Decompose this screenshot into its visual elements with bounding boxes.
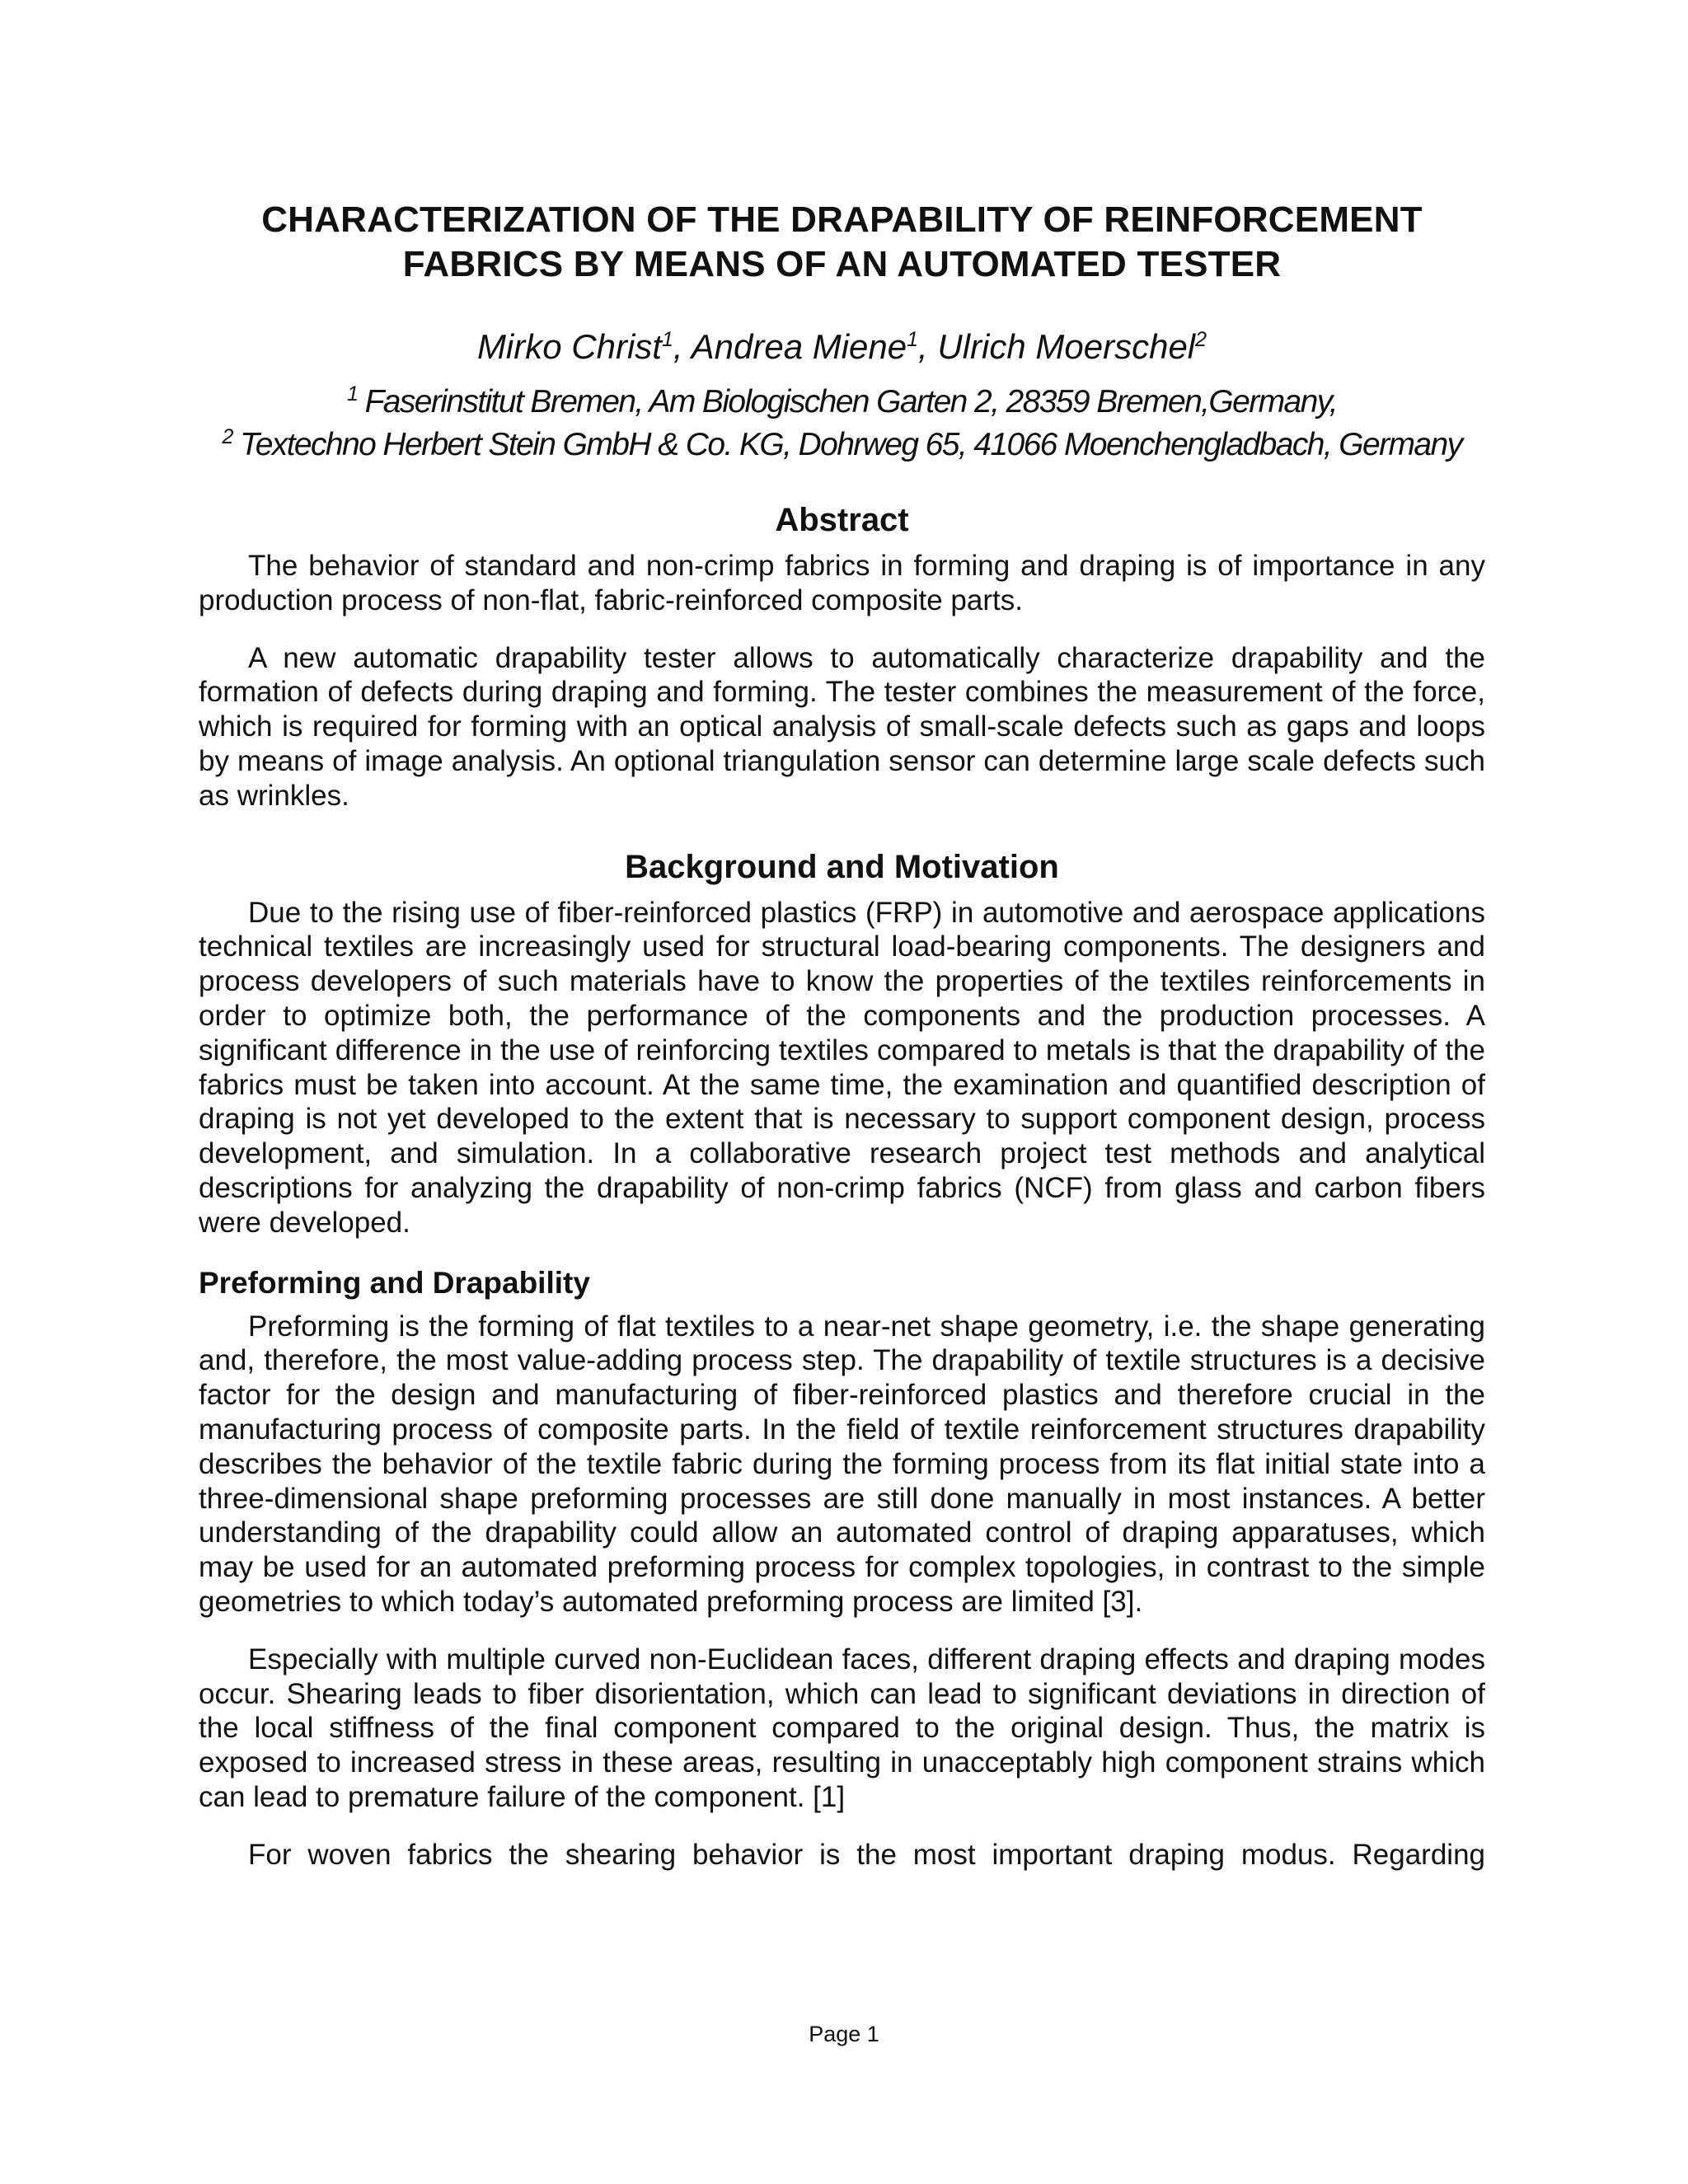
title-line-1: CHARACTERIZATION OF THE DRAPABILITY OF REINFORCEMENT bbox=[261, 199, 1423, 240]
author-name: Mirko Christ bbox=[476, 327, 662, 366]
affiliation-text: Textechno Herbert Stein GmbH & Co. KG, Dohrweg 65, 41066 Moenchengladbach, Germany bbox=[232, 427, 1462, 462]
preforming-paragraph: Preforming is the forming of flat textiles to a near-net shape geometry, i.e. the shape generating and, therefore, the most value-adding process step. The drapability of textile structures is a decisive factor for the design and manufacturing of fiber-reinforced plastics and therefore crucial in the manufacturing process of composite parts. In the field of textile reinforcement structures drapability describes the behavior of the textile fabric during the forming process from its flat initial state into a three-dimensional shape preforming processes are still done manually in most instances. A better understanding of the drapability could allow an automated control of draping apparatuses, which may be used for an automated preforming process for complex topologies, in contrast to the simple geometries to which today’s automated preforming process are limited [3]. bbox=[199, 1310, 1485, 1618]
page-content bbox=[199, 198, 1485, 1896]
author-affiliation-mark: 2 bbox=[1195, 328, 1207, 351]
author-name: Ulrich Moerschel bbox=[937, 327, 1196, 366]
author-list bbox=[199, 325, 1485, 369]
title-line-2: FABRICS BY MEANS OF AN AUTOMATED TESTER bbox=[402, 244, 1282, 284]
author-name: Andrea Miene bbox=[691, 327, 907, 366]
page-number: Page 1 bbox=[809, 2022, 879, 2046]
preforming-paragraph: Especially with multiple curved non-Euclidean faces, different draping effects and draping modes occur. Shearing leads to fiber disorientation, which can lead to significant deviations in direction of the local stiffness of the final component compared to the original design. Thus, the matrix is exposed to increased stress in these areas, resulting in unacceptably high component strains which can lead to premature failure of the component. [1] bbox=[199, 1643, 1485, 1813]
author-separator: , bbox=[673, 327, 692, 366]
background-heading: Background and Motivation bbox=[625, 848, 1059, 885]
author-affiliation-mark: 1 bbox=[907, 328, 919, 351]
paper-title bbox=[199, 198, 1485, 287]
preforming-paragraph-continued: For woven fabrics the shearing behavior is the most important draping modus. Regarding bbox=[248, 1838, 1485, 1871]
affiliation-2 bbox=[199, 424, 1485, 466]
affiliation-list bbox=[199, 381, 1485, 466]
affiliation-number: 1 bbox=[347, 382, 358, 405]
affiliation-1 bbox=[199, 381, 1485, 424]
author-affiliation-mark: 1 bbox=[661, 328, 673, 351]
affiliation-text: Faserinstitut Bremen, Am Biologischen Garten 2, 28359 Bremen,Germany, bbox=[357, 384, 1337, 419]
abstract-paragraph: The behavior of standard and non-crimp fabrics in forming and draping is of importance in any production process of non-flat, fabric-reinforced composite parts. bbox=[199, 550, 1485, 616]
abstract-paragraph: A new automatic drapability tester allows to automatically characterize drapability and the formation of defects during draping and forming. The tester combines the measurement of the force, which is required for forming with an optical analysis of small-scale defects such as gaps and loops by means of image analysis. An optional triangulation sensor can determine large scale defects such as wrinkles. bbox=[199, 641, 1485, 812]
abstract-heading: Abstract bbox=[775, 502, 909, 538]
preforming-heading: Preforming and Drapability bbox=[199, 1265, 590, 1300]
affiliation-number: 2 bbox=[222, 425, 232, 448]
author-separator: , bbox=[918, 327, 938, 366]
background-paragraph: Due to the rising use of fiber-reinforced plastics (FRP) in automotive and aerospace applications technical textiles are increasingly used for structural load-bearing components. The designers and process developers of such materials have to know the properties of the textiles reinforcements in order to optimize both, the performance of the components and the production processes. A significant difference in the use of reinforcing textiles compared to metals is that the drapability of the fabrics must be taken into account. At the same time, the examination and quantified description of draping is not yet developed to the extent that is necessary to support component design, process development, and simulation. In a collaborative research project test methods and analytical descriptions for analyzing the drapability of non-crimp fabrics (NCF) from glass and carbon fibers were developed. bbox=[199, 896, 1485, 1239]
